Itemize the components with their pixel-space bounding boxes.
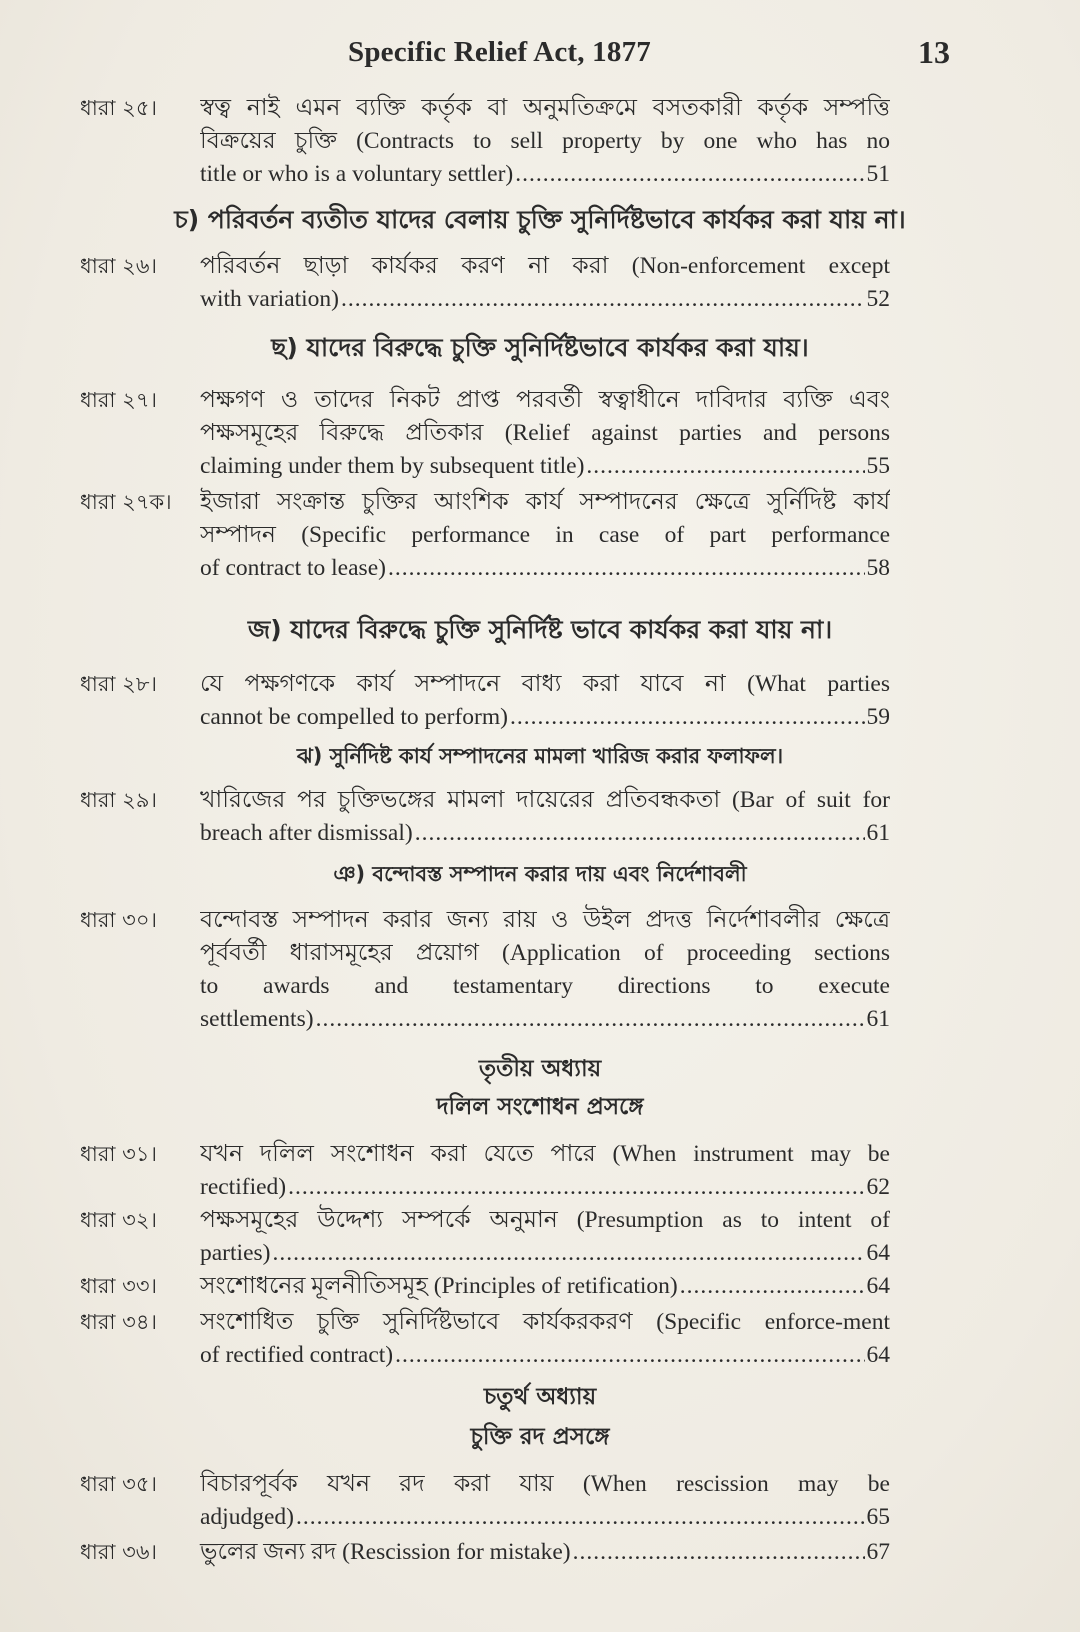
entry-text-line: claiming under them by subsequent title) — [200, 453, 585, 479]
subsection-heading-ja: জ) যাদের বিরুদ্ধে চুক্তি সুনির্দিষ্ট ভাবে কার্যকর করা যায় না। — [247, 615, 833, 644]
toc-entry-27ka — [80, 486, 890, 585]
leader-dots — [515, 158, 864, 191]
section-number: ধারা ৩১। — [80, 1142, 157, 1166]
leader-dots — [586, 450, 864, 483]
section-number: ধারা ৩৪। — [80, 1310, 157, 1334]
entry-text-line: সংশোধিত চুক্তি সুনির্দিষ্টভাবে কার্যকরকরণ (Specific enforce-ment — [200, 1309, 890, 1335]
toc-entry-34 — [80, 1306, 890, 1372]
entry-text-line: খারিজের পর চুক্তিভঙ্গের মামলা দায়েরের প্রতিবন্ধকতা (Bar of suit for — [200, 787, 890, 813]
entry-page: 58 — [866, 555, 890, 581]
entry-text-line: বিচারপূর্বক যখন রদ করা যায় (When rescission may be — [200, 1471, 890, 1497]
entry-page: 64 — [866, 1240, 890, 1266]
entry-text-line: যে পক্ষগণকে কার্য সম্পাদনে বাধ্য করা যাবে না (What parties — [200, 671, 890, 697]
toc-entry-25 — [80, 92, 890, 191]
entry-page: 64 — [866, 1273, 890, 1299]
toc-entry-30 — [80, 904, 890, 1036]
entry-page: 62 — [866, 1174, 890, 1200]
chapter-subheading-4: চুক্তি রদ প্রসঙ্গে — [470, 1424, 610, 1450]
toc-entry-33 — [80, 1270, 890, 1303]
section-number: ধারা ২৭। — [80, 388, 157, 412]
toc-entry-28 — [80, 668, 890, 734]
leader-dots — [316, 1003, 865, 1036]
section-number: ধারা ২৮। — [80, 672, 157, 696]
toc-entry-26 — [80, 250, 890, 316]
entry-page: 64 — [866, 1342, 890, 1368]
entry-text-line: parties) — [200, 1240, 271, 1266]
toc-entry-29 — [80, 784, 890, 850]
entry-text-line: ইজারা সংক্রান্ত চুক্তির আংশিক কার্য সম্পাদনের ক্ষেত্রে সুর্নিদিষ্ট কার্য — [200, 489, 890, 515]
chapter-heading-3: তৃতীয় অধ্যায় — [478, 1056, 602, 1082]
entry-page: 55 — [866, 453, 890, 479]
entry-text-line: পূর্ববর্তী ধারাসমূহের প্রয়োগ (Application of proceeding sections — [200, 940, 890, 966]
entry-text-line: পরিবর্তন ছাড়া কার্যকর করণ না করা (Non-enforcement except — [200, 253, 890, 279]
toc-entry-36 — [80, 1536, 890, 1569]
entry-text-line: of contract to lease) — [200, 555, 386, 581]
leader-dots — [573, 1536, 865, 1569]
entry-text-line: যখন দলিল সংশোধন করা যেতে পারে (When instrument may be — [200, 1141, 890, 1167]
chapter-subheading-3: দলিল সংশোধন প্রসঙ্গে — [436, 1094, 644, 1120]
section-number: ধারা ৩৫। — [80, 1472, 157, 1496]
section-number: ধারা ২৬। — [80, 254, 157, 278]
subsection-heading-nya: ঞ) বন্দোবস্ত সম্পাদন করার দায় এবং নির্দেশাবলী — [333, 862, 747, 886]
entry-page: 61 — [866, 1006, 890, 1032]
section-number: ধারা ২৯। — [80, 788, 157, 812]
subsection-heading-jha: ঝ) সুর্নিদিষ্ট কার্য সম্পাদনের মামলা খারিজ করার ফলাফল। — [296, 744, 784, 768]
subsection-heading-cha: চ) পরিবর্তন ব্যতীত যাদের বেলায় চুক্তি সুনির্দিষ্টভাবে কার্যকর করা যায় না। — [174, 205, 906, 234]
entry-page: 51 — [866, 161, 890, 187]
section-number: ধারা ২৫। — [80, 96, 157, 120]
leader-dots — [272, 1237, 864, 1270]
leader-dots — [415, 817, 865, 850]
entry-text-line: adjudged) — [200, 1504, 294, 1530]
leader-dots — [341, 283, 864, 316]
entry-text-line: পক্ষগণ ও তাদের নিকট প্রাপ্ত পরবর্তী স্বত্বাধীনে দাবিদার ব্যক্তি এবং — [200, 387, 890, 413]
entry-text-line: with variation) — [200, 286, 340, 312]
entry-text-line: ভুলের জন্য রদ (Rescission for mistake) — [200, 1539, 571, 1565]
leader-dots — [395, 1339, 864, 1372]
entry-page: 67 — [866, 1539, 890, 1565]
toc-entry-32 — [80, 1204, 890, 1270]
section-number: ধারা ৩৬। — [80, 1540, 157, 1564]
section-number: ধারা ৩০। — [80, 908, 157, 932]
entry-text-line: cannot be compelled to perform) — [200, 704, 508, 730]
entry-text-line: পক্ষসমূহের বিরুদ্ধে প্রতিকার (Relief against parties and persons — [200, 420, 890, 446]
section-number: ধারা ২৭ক। — [80, 490, 172, 514]
leader-dots — [510, 701, 865, 734]
running-header — [0, 36, 1080, 80]
entry-page: 59 — [866, 704, 890, 730]
entry-text-line: স্বত্ব নাই এমন ব্যক্তি কর্তৃক বা অনুমতিক্রমে বসতকারী কর্তৃক সম্পত্তি — [200, 95, 890, 121]
entry-text-line: breach after dismissal) — [200, 820, 413, 846]
entry-page: 52 — [866, 286, 890, 312]
entry-text-line: title or who is a voluntary settler) — [200, 161, 514, 187]
toc-entry-35 — [80, 1468, 890, 1534]
entry-text-line: পক্ষসমূহের উদ্দেশ্য সম্পর্কে অনুমান (Presumption as to intent of — [200, 1207, 890, 1233]
page-number: 13 — [918, 34, 950, 70]
entry-text-line: to awards and testamentary directions to execute — [200, 973, 890, 999]
entry-text-line: rectified) — [200, 1174, 287, 1200]
leader-dots — [680, 1270, 865, 1303]
entry-text-line: সংশোধনের মূলনীতিসমূহ (Principles of retification) — [200, 1273, 678, 1299]
entry-text-line: বন্দোবস্ত সম্পাদন করার জন্য রায় ও উইল প্রদত্ত নির্দেশাবলীর ক্ষেত্রে — [200, 907, 890, 933]
entry-text-line: বিক্রয়ের চুক্তি (Contracts to sell property by one who has no — [200, 128, 890, 154]
entry-page: 65 — [866, 1504, 890, 1530]
section-number: ধারা ৩২। — [80, 1208, 157, 1232]
entry-text-line: সম্পাদন (Specific performance in case of part performance — [200, 522, 890, 548]
entry-page: 61 — [866, 820, 890, 846]
subsection-heading-chha: ছ) যাদের বিরুদ্ধে চুক্তি সুনির্দিষ্টভাবে কার্যকর করা যায়। — [271, 333, 809, 362]
header-title: Specific Relief Act, 1877 — [348, 36, 651, 68]
entry-text-line: settlements) — [200, 1006, 314, 1032]
toc-entry-27 — [80, 384, 890, 483]
toc-entry-31 — [80, 1138, 890, 1204]
leader-dots — [296, 1501, 865, 1534]
leader-dots — [388, 552, 865, 585]
section-number: ধারা ৩৩। — [80, 1274, 157, 1298]
chapter-heading-4: চতুর্থ অধ্যায় — [483, 1384, 597, 1410]
leader-dots — [288, 1171, 864, 1204]
entry-text-line: of rectified contract) — [200, 1342, 394, 1368]
